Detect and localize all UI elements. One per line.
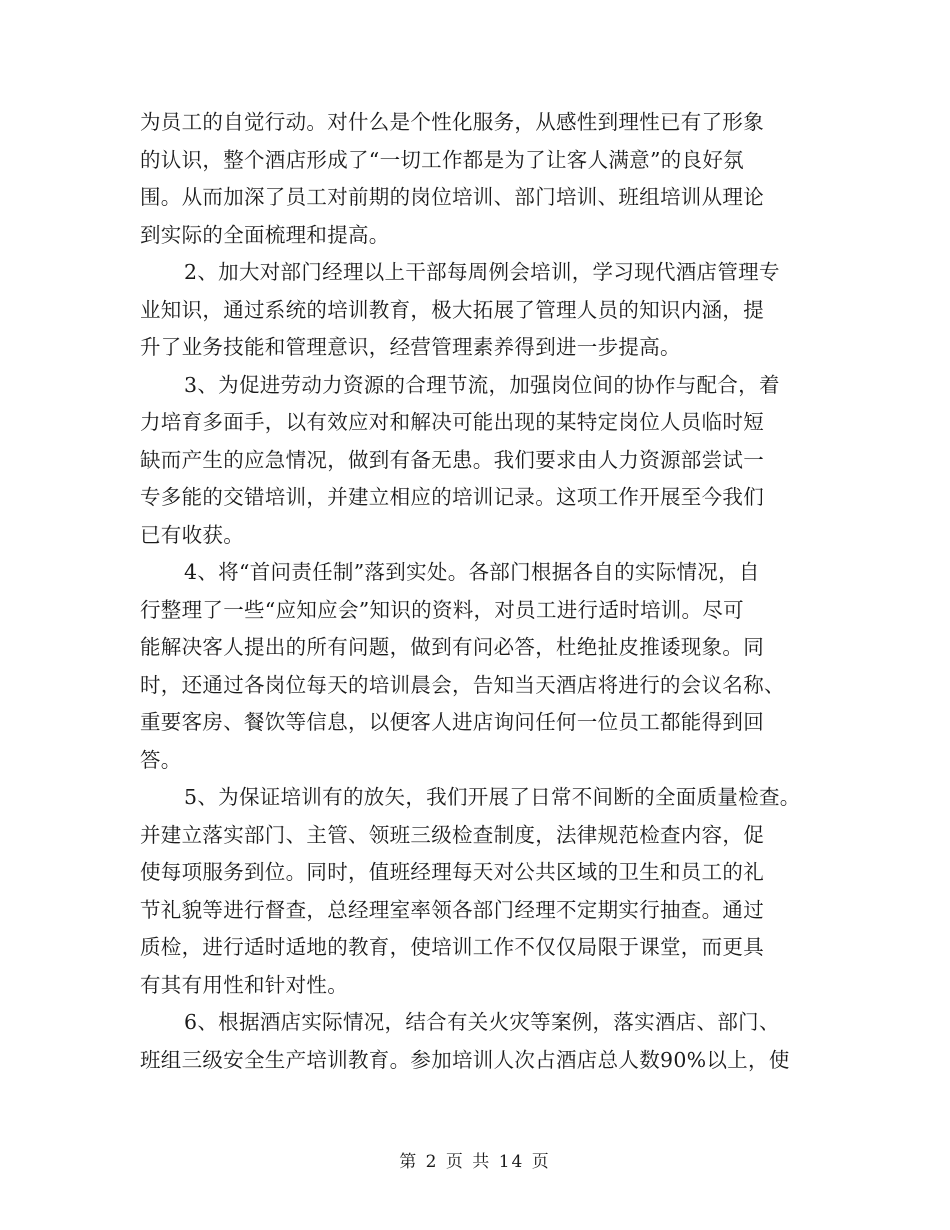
text-line: 力培育多面手，以有效应对和解决可能出现的某特定岗位人员临时短: [140, 410, 764, 434]
text-line: 业知识，通过系统的培训教育，极大拓展了管理人员的知识内涵，提: [140, 297, 764, 322]
paragraph-3-start: 3、为促进劳动力资源的合理节流，加强岗位间的协作与配合，着: [184, 372, 780, 397]
page-footer: [0, 1150, 950, 1174]
text-line: 围。从而加深了员工对前期的岗位培训、部门培训、班组培训从理论: [140, 185, 764, 209]
paragraph-5-start: 5、为保证培训有的放矢，我们开展了日常不间断的全面质量检查。: [184, 785, 801, 809]
text-line: 时，还通过各岗位每天的培训晨会，告知当天酒店将进行的会议名称、: [140, 672, 785, 697]
text-line: 为员工的自觉行动。对什么是个性化服务，从感性到理性已有了形象: [140, 110, 764, 134]
text-line: 使每项服务到位。同时，值班经理每天对公共区域的卫生和员工的礼: [140, 860, 764, 884]
text-line: 质检，进行适时适地的教育，使培训工作不仅仅局限于课堂，而更具: [140, 935, 764, 959]
paragraph-2-start: 2、加大对部门经理以上干部每周例会培训，学习现代酒店管理专: [184, 260, 780, 284]
text-line: 并建立落实部门、主管、领班三级检查制度，法律规范检查内容，促: [140, 822, 764, 847]
text-line: 答。: [140, 747, 182, 772]
text-line: 专多能的交错培训，并建立相应的培训记录。这项工作开展至今我们: [140, 485, 764, 509]
text-line: 节礼貌等进行督查，总经理室率领各部门经理不定期实行抽查。通过: [140, 897, 764, 922]
text-line: 有其有用性和针对性。: [140, 972, 348, 997]
text-line: 重要客房、餐饮等信息，以便客人进店询问任何一位员工都能得到回: [140, 710, 764, 734]
text-line: 能解决客人提出的所有问题，做到有问必答，杜绝扯皮推诿现象。同: [140, 635, 764, 659]
text-line: 缺而产生的应急情况，做到有备无患。我们要求由人力资源部尝试一: [140, 447, 764, 472]
text-line: 已有收获。: [140, 522, 244, 547]
text-line: 到实际的全面梳理和提高。: [140, 222, 390, 247]
paragraph-4-start: 4、将“首问责任制”落到实处。各部门根据各自的实际情况，自: [184, 560, 760, 584]
page-number-label: 第 2 页 共 14 页: [399, 1152, 551, 1172]
paragraph-6-start: 6、根据酒店实际情况，结合有关火灾等案例，落实酒店、部门、: [184, 1010, 780, 1034]
text-line: 行整理了一些“应知应会”知识的资料，对员工进行适时培训。尽可: [140, 597, 744, 622]
body-text: [140, 104, 830, 1079]
text-line: 班组三级安全生产培训教育。参加培训人次占酒店总人数90%以上，使: [140, 1047, 790, 1072]
text-line: 的认识，整个酒店形成了“一切工作都是为了让客人满意”的良好氛: [140, 147, 744, 172]
text-line: 升了业务技能和管理意识，经营管理素养得到进一步提高。: [140, 335, 681, 359]
